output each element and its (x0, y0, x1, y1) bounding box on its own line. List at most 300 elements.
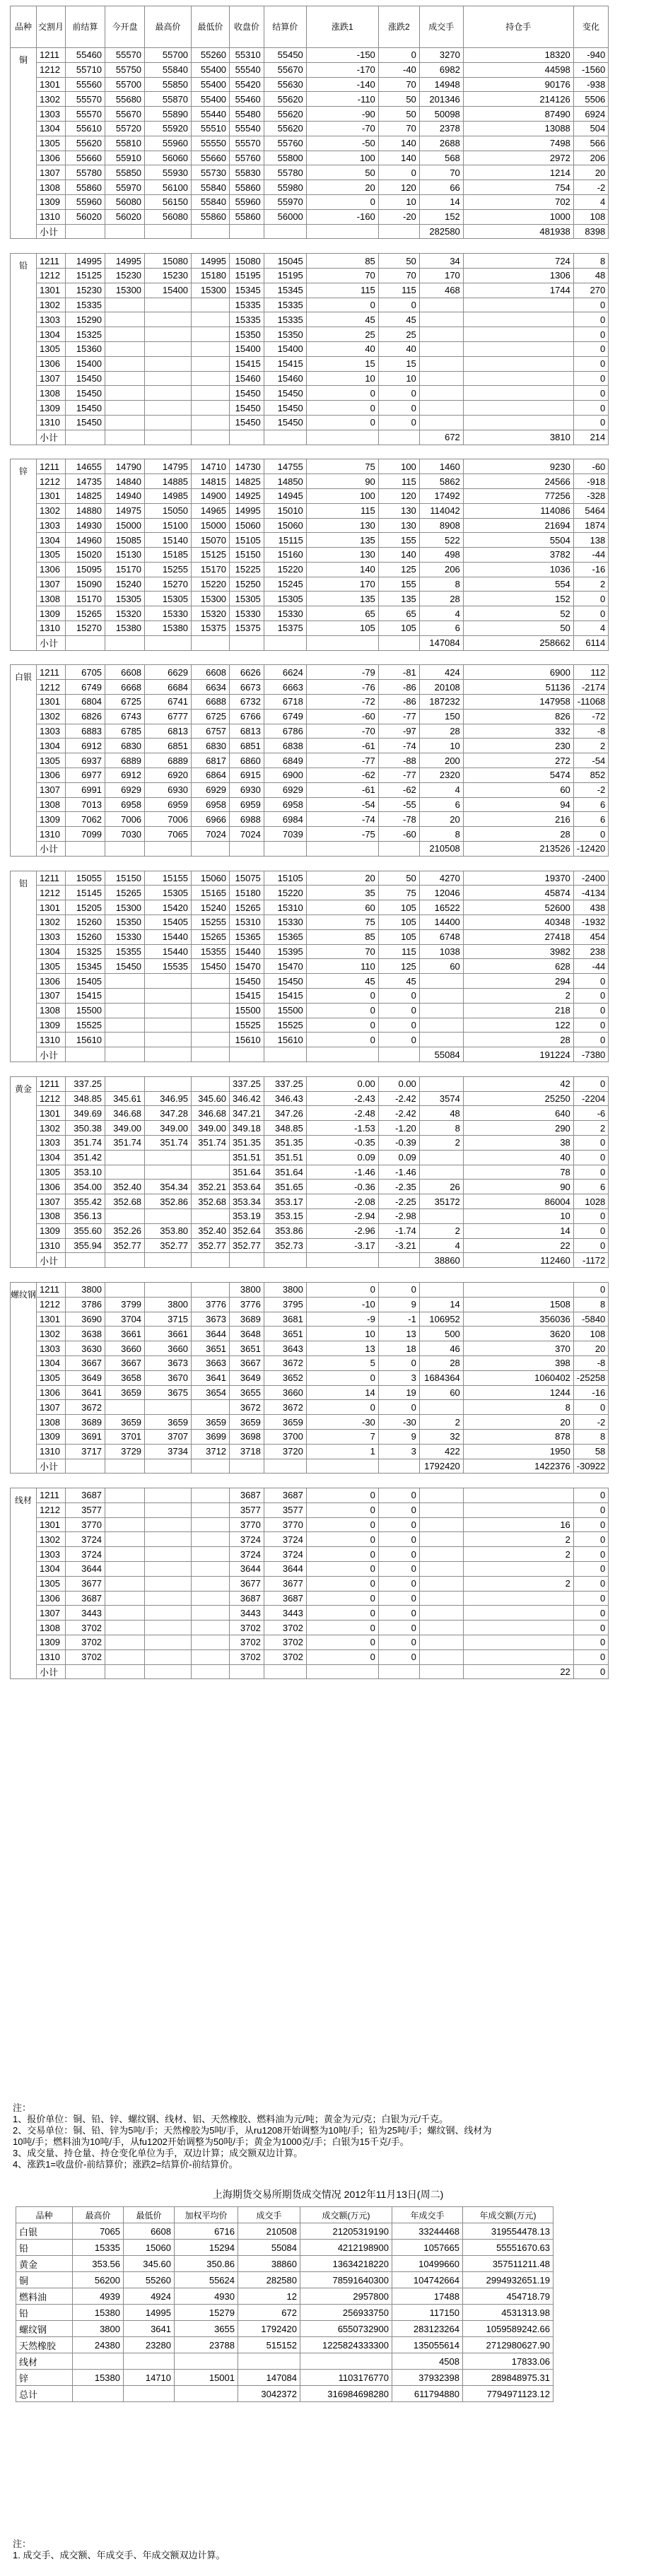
table-cell: -60 (306, 709, 378, 724)
table-cell: 15125 (66, 268, 105, 283)
table-row (11, 915, 609, 930)
table-cell: 356036 (463, 1312, 573, 1327)
summary-cell: 15380 (73, 2305, 124, 2321)
table-cell: 398 (463, 1355, 573, 1370)
table-row (11, 92, 609, 107)
table-row (11, 474, 609, 489)
table-cell: 15610 (66, 1033, 105, 1047)
table-cell: 3675 (145, 1385, 192, 1400)
table-cell (192, 1502, 230, 1517)
table-cell: 15180 (230, 886, 264, 900)
table-cell: 351.65 (264, 1180, 306, 1194)
table-cell: 3577 (264, 1502, 306, 1517)
table-cell: 0 (573, 298, 608, 312)
table-cell: -40 (378, 62, 419, 77)
table-cell: 55830 (230, 165, 264, 180)
table-cell (145, 1018, 192, 1033)
table-cell: 22 (463, 1664, 573, 1679)
table-cell: 16 (463, 1517, 573, 1532)
table-cell (192, 1033, 230, 1047)
table-cell: 6912 (105, 768, 145, 783)
table-cell: -78 (378, 812, 419, 827)
table-cell: 0 (378, 1400, 419, 1415)
table-cell: 6924 (573, 107, 608, 122)
table-cell (463, 356, 573, 371)
table-row (11, 577, 609, 592)
table-cell: 55610 (66, 121, 105, 136)
summary-cell: 6550732900 (300, 2321, 392, 2337)
table-row (11, 1238, 609, 1253)
table-cell: 354.34 (145, 1180, 192, 1194)
table-cell: 640 (463, 1106, 573, 1121)
table-cell: 0 (573, 1635, 608, 1650)
table-cell: 55680 (105, 92, 145, 107)
table-cell: 346.95 (145, 1091, 192, 1106)
table-cell: 0 (573, 1135, 608, 1150)
table-cell: 86004 (463, 1194, 573, 1209)
table-cell: 3687 (230, 1591, 264, 1606)
table-cell: 1304 (37, 944, 66, 959)
table-cell: 6958 (105, 797, 145, 812)
table-cell: 55930 (145, 165, 192, 180)
table-cell: 1310 (37, 1444, 66, 1459)
table-cell: 3655 (230, 1385, 264, 1400)
table-cell: 3670 (145, 1370, 192, 1385)
summary-cell: 135055614 (392, 2337, 463, 2353)
table-row (11, 1150, 609, 1165)
table-cell: 0 (306, 1033, 378, 1047)
table-row (11, 944, 609, 959)
table-row (11, 1547, 609, 1562)
table-cell: 354.00 (66, 1180, 105, 1194)
table-cell (145, 635, 192, 650)
table-cell: 55960 (230, 194, 264, 209)
table-cell: 15265 (230, 900, 264, 915)
table-cell (192, 974, 230, 989)
table-cell (264, 635, 306, 650)
table-cell (419, 386, 463, 401)
table-cell: 3658 (105, 1370, 145, 1385)
table-cell: 50 (378, 107, 419, 122)
table-cell: 13 (306, 1341, 378, 1356)
table-cell: 55780 (66, 165, 105, 180)
table-cell: 0 (573, 1165, 608, 1180)
summary-cell: 319554478.13 (463, 2223, 554, 2240)
table-cell: 7030 (105, 827, 145, 842)
table-row (11, 724, 609, 739)
table-cell (145, 341, 192, 356)
table-cell: 14730 (230, 459, 264, 474)
table-cell: 6826 (66, 709, 105, 724)
table-cell: 290 (463, 1121, 573, 1136)
table-cell: 6 (573, 812, 608, 827)
table-cell: 15130 (105, 548, 145, 563)
table-cell: 1744 (463, 283, 573, 298)
table-cell (463, 1591, 573, 1606)
table-cell: 0 (573, 1076, 608, 1091)
summary-cell: 55260 (124, 2272, 175, 2288)
table-cell: 140 (378, 136, 419, 151)
table-cell: 352.77 (105, 1238, 145, 1253)
summary-cell: 55084 (238, 2240, 300, 2256)
table-cell: 332 (463, 724, 573, 739)
table-row (11, 136, 609, 151)
table-row (11, 680, 609, 695)
table-cell: 0 (573, 827, 608, 842)
table-cell: 3641 (66, 1385, 105, 1400)
table-cell: -1560 (573, 62, 608, 77)
table-row (11, 827, 609, 842)
summary-cell: 104742664 (392, 2272, 463, 2288)
table-row (11, 121, 609, 136)
table-cell: 351.64 (264, 1165, 306, 1180)
summary-cell: 螺纹钢 (16, 2321, 73, 2337)
table-cell: 1306 (37, 768, 66, 783)
section-spacer (11, 1474, 609, 1488)
table-cell (192, 430, 230, 445)
table-cell: 1305 (37, 548, 66, 563)
table-cell: 481938 (463, 224, 573, 239)
table-row (11, 1282, 609, 1297)
table-row (11, 621, 609, 636)
table-row (11, 709, 609, 724)
table-cell (192, 1621, 230, 1635)
table-cell: 206 (419, 562, 463, 577)
table-cell: 66 (419, 180, 463, 195)
table-cell: 15 (378, 356, 419, 371)
table-cell: 15000 (105, 518, 145, 533)
table-cell: 0 (306, 1635, 378, 1650)
table-cell: 1301 (37, 1517, 66, 1532)
table-cell: 3644 (264, 1562, 306, 1577)
table-cell: 0 (573, 371, 608, 386)
table-cell: 90176 (463, 77, 573, 92)
table-cell: 1211 (37, 1488, 66, 1503)
table-cell (419, 312, 463, 327)
table-cell (264, 842, 306, 857)
table-cell: 60 (463, 782, 573, 797)
table-cell: 454 (573, 929, 608, 944)
table-cell: 14945 (264, 488, 306, 503)
table-cell: 6725 (192, 709, 230, 724)
notes-line: 1、报价单位：铜、铅、锌、螺纹钢、线材、铝、天然橡胶、燃料油为元/吨；黄金为元/克；白银为元/千克。 (13, 2114, 449, 2124)
table-cell: -2 (573, 180, 608, 195)
table-cell: 34 (419, 254, 463, 269)
table-cell: 15470 (230, 959, 264, 974)
table-cell: 349.00 (192, 1121, 230, 1136)
table-cell: 1211 (37, 1076, 66, 1091)
table-cell: -30 (306, 1415, 378, 1430)
table-cell: 0 (573, 1400, 608, 1415)
table-cell: 1036 (463, 562, 573, 577)
table-cell: 6900 (463, 665, 573, 680)
table-cell: -4134 (573, 886, 608, 900)
table-cell: 152 (419, 209, 463, 224)
table-cell: 1303 (37, 107, 66, 122)
table-cell: 348.85 (66, 1091, 105, 1106)
table-cell: 1307 (37, 989, 66, 1004)
table-cell: 65 (306, 606, 378, 621)
table-cell: 0 (306, 1003, 378, 1018)
table-cell: 50 (306, 165, 378, 180)
table-cell (419, 1576, 463, 1591)
table-cell (306, 1047, 378, 1062)
table-cell (145, 1459, 192, 1474)
table-cell: 15105 (264, 871, 306, 886)
table-cell: 55840 (145, 62, 192, 77)
table-cell: 3698 (230, 1429, 264, 1444)
table-cell (378, 1459, 419, 1474)
section-label-0: 铜 (11, 48, 37, 239)
table-cell: -2.96 (306, 1223, 378, 1238)
table-cell: 0.09 (306, 1150, 378, 1165)
table-row (11, 974, 609, 989)
table-cell: 0 (378, 1562, 419, 1577)
table-cell: 5504 (463, 533, 573, 548)
table-cell (463, 312, 573, 327)
table-cell: 55310 (230, 48, 264, 63)
table-cell (105, 415, 145, 430)
table-cell: 55760 (264, 136, 306, 151)
table-cell: 15405 (145, 915, 192, 930)
table-cell: 56020 (66, 209, 105, 224)
table-cell: -77 (378, 768, 419, 783)
summary-cell: 白银 (16, 2223, 73, 2240)
table-cell: 45874 (463, 886, 573, 900)
table-cell: 56000 (264, 209, 306, 224)
summary-cell: 23280 (124, 2337, 175, 2353)
table-cell (192, 1591, 230, 1606)
summary-header-cell: 成交额(万元) (300, 2207, 392, 2223)
table-cell: 14825 (66, 488, 105, 503)
table-cell: 25 (378, 327, 419, 342)
table-cell: 15290 (66, 312, 105, 327)
table-cell: 6718 (264, 695, 306, 710)
table-cell: 58 (573, 1444, 608, 1459)
table-cell: 6804 (66, 695, 105, 710)
section-label-1: 铅 (11, 254, 37, 445)
table-cell: 15220 (264, 562, 306, 577)
table-cell: 8 (419, 1121, 463, 1136)
table-cell (419, 1562, 463, 1577)
table-cell: 0 (306, 1547, 378, 1562)
table-cell: 15450 (264, 386, 306, 401)
table-cell: 1303 (37, 518, 66, 533)
table-cell (419, 1606, 463, 1621)
table-cell: 1310 (37, 415, 66, 430)
table-cell: 15220 (264, 886, 306, 900)
table-cell: 55760 (230, 151, 264, 165)
table-cell: 754 (463, 180, 573, 195)
table-cell: 350.38 (66, 1121, 105, 1136)
table-cell: 3702 (66, 1621, 105, 1635)
table-cell: 38860 (419, 1253, 463, 1268)
table-cell (192, 1576, 230, 1591)
table-cell: 500 (419, 1327, 463, 1341)
table-row (11, 1635, 609, 1650)
section-label-3: 白银 (11, 665, 37, 856)
table-row (11, 1106, 609, 1121)
table-row (11, 548, 609, 563)
table-cell (264, 1664, 306, 1679)
table-cell: 3707 (145, 1429, 192, 1444)
table-cell: 8 (419, 577, 463, 592)
table-cell: 1308 (37, 386, 66, 401)
table-cell: 15300 (105, 900, 145, 915)
table-row (11, 592, 609, 606)
table-cell: 0 (306, 1532, 378, 1547)
table-cell: 14948 (419, 77, 463, 92)
table-row (11, 165, 609, 180)
table-cell: 10 (306, 1327, 378, 1341)
table-cell (145, 312, 192, 327)
table-cell: -70 (306, 121, 378, 136)
table-cell: 7006 (105, 812, 145, 827)
summary-cell (124, 2386, 175, 2402)
table-cell: 15225 (230, 562, 264, 577)
table-cell: 45 (378, 974, 419, 989)
table-cell: 15350 (105, 915, 145, 930)
table-cell (105, 1606, 145, 1621)
table-cell: 14965 (192, 503, 230, 518)
table-cell: 0 (378, 989, 419, 1004)
table-cell: 110 (306, 959, 378, 974)
table-cell: 3 (378, 1444, 419, 1459)
table-cell (105, 1208, 145, 1223)
table-cell: 3702 (66, 1649, 105, 1664)
table-cell: 0 (306, 386, 378, 401)
table-cell: 2378 (419, 121, 463, 136)
table-cell: 130 (378, 503, 419, 518)
table-row (11, 62, 609, 77)
table-cell: 3660 (105, 1341, 145, 1356)
table-cell: 1308 (37, 1621, 66, 1635)
table-cell: 3661 (105, 1327, 145, 1341)
summary-row (16, 2288, 554, 2305)
table-cell: 3577 (230, 1502, 264, 1517)
table-cell: 1308 (37, 592, 66, 606)
table-row (11, 1312, 609, 1327)
table-cell: 55890 (145, 107, 192, 122)
table-cell: 6984 (264, 812, 306, 827)
table-cell: 7013 (66, 797, 105, 812)
table-cell: 3644 (192, 1327, 230, 1341)
table-cell: 55420 (230, 77, 264, 92)
table-cell (378, 635, 419, 650)
table-cell: 6851 (230, 739, 264, 753)
table-cell: 353.19 (230, 1208, 264, 1223)
table-cell (105, 1459, 145, 1474)
table-cell: -70 (306, 724, 378, 739)
table-cell: 3638 (66, 1327, 105, 1341)
table-cell: 345.61 (105, 1091, 145, 1106)
table-cell: 852 (573, 768, 608, 783)
table-cell (306, 635, 378, 650)
table-cell: 55620 (264, 107, 306, 122)
table-cell: 2320 (419, 768, 463, 783)
table-cell (105, 1033, 145, 1047)
table-cell: 1302 (37, 92, 66, 107)
table-row (11, 842, 609, 857)
table-cell: 7024 (230, 827, 264, 842)
table-row (11, 1576, 609, 1591)
table-cell (463, 341, 573, 356)
table-cell: 6991 (66, 782, 105, 797)
table-cell: 55700 (105, 77, 145, 92)
table-cell: 55960 (66, 194, 105, 209)
table-cell: 0 (306, 1400, 378, 1415)
table-cell: 55860 (230, 180, 264, 195)
table-cell: 1301 (37, 283, 66, 298)
table-cell: 672 (419, 430, 463, 445)
table-cell: 15460 (264, 371, 306, 386)
table-cell: 1307 (37, 1606, 66, 1621)
table-cell: 15500 (264, 1003, 306, 1018)
table-cell: 6725 (105, 695, 145, 710)
table-cell: 15305 (230, 592, 264, 606)
table-cell: 6786 (264, 724, 306, 739)
table-row (11, 1327, 609, 1341)
table-cell: 1301 (37, 488, 66, 503)
table-cell: 6732 (230, 695, 264, 710)
table-cell: 13 (378, 1327, 419, 1341)
table-cell: -72 (306, 695, 378, 710)
table-cell: -76 (306, 680, 378, 695)
summary-cell: 6608 (124, 2223, 175, 2240)
table-cell: -5840 (573, 1312, 608, 1327)
table-cell: 353.15 (264, 1208, 306, 1223)
table-cell: 2 (419, 1415, 463, 1430)
table-cell: 115 (306, 283, 378, 298)
table-cell: 0 (573, 1033, 608, 1047)
table-cell (230, 1459, 264, 1474)
table-cell: 282580 (419, 224, 463, 239)
table-cell (192, 1649, 230, 1664)
table-cell: 14 (306, 1385, 378, 1400)
table-cell: 568 (419, 151, 463, 165)
table-cell: 105 (378, 900, 419, 915)
table-cell: 15075 (230, 871, 264, 886)
table-cell: 48 (573, 268, 608, 283)
table-cell: 55860 (230, 209, 264, 224)
table-cell: 50 (463, 621, 573, 636)
summary-table-wrap (16, 2206, 554, 2402)
table-cell: 353.80 (145, 1223, 192, 1238)
table-cell: 90 (306, 474, 378, 489)
table-cell (463, 401, 573, 416)
table-cell (145, 371, 192, 386)
table-cell: 1211 (37, 254, 66, 269)
table-cell: 50098 (419, 107, 463, 122)
table-cell: 15180 (192, 268, 230, 283)
table-cell: 3649 (230, 1370, 264, 1385)
table-cell: 52600 (463, 900, 573, 915)
table-row (11, 1223, 609, 1238)
table-cell: 6937 (66, 753, 105, 768)
summary-cell: 1103176770 (300, 2370, 392, 2386)
table-cell: 0 (573, 1150, 608, 1165)
table-cell: 15395 (264, 944, 306, 959)
table-cell: -61 (306, 739, 378, 753)
table-cell: 351.35 (230, 1135, 264, 1150)
table-cell (145, 1664, 192, 1679)
table-row (11, 180, 609, 195)
table-cell: 15355 (192, 944, 230, 959)
table-cell (306, 1459, 378, 1474)
table-cell: 3630 (66, 1341, 105, 1356)
table-cell: 6 (419, 797, 463, 812)
table-cell: 15525 (264, 1018, 306, 1033)
